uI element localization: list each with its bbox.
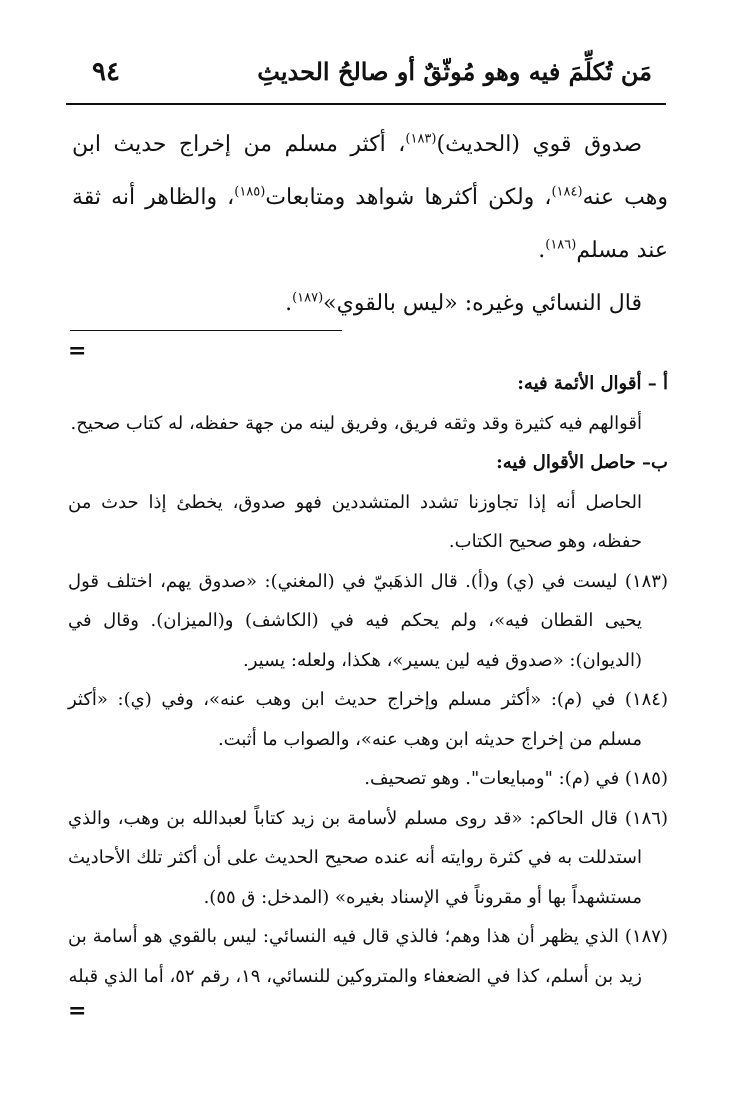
- main-text-run: ، أكثر مسلم من إخراج حديث ابن وهب عنه: [72, 132, 668, 210]
- footnote-ref: (١٨٦): [545, 237, 577, 253]
- footnote-183: (١٨٣) ليست في (ي) و(أ). قال الذهَبيّ في (المغني): «صدوق يهم، اختلف قول يحيى القطان فيه»، ولم يحكم فيه في (الكاشف) و(الميزان). وقال في (الديوان): «صدوق فيه لين يسير»، هكذا، ولعله: يسير.: [68, 570, 668, 671]
- footnote-187: (١٨٧) الذي يظهر أن هذا وهم؛ فالذي قال فيه النسائي: ليس بالقوي هو أسامة بن زيد بن أسلم، كذا في الضعفاء والمتروكين للنسائي، ١٩، رقم ٥٢، أما الذي قبله: [68, 926, 668, 987]
- main-paragraph: [72, 118, 668, 277]
- main-paragraph: [72, 277, 668, 330]
- section-heading: ب– حاصل الأقوال فيه:: [496, 452, 668, 473]
- footnote-184: (١٨٤) في (م): «أكثر مسلم وإخراج حديث ابن وهب عنه»، وفي (ي): «أكثر مسلم من إخراج حديثه ابن وهب عنه»، والصواب ما أثبت.: [68, 689, 668, 750]
- footnote-ref: (١٨٧): [292, 290, 324, 306]
- footnote-separator: [70, 330, 342, 331]
- main-text-run: .: [538, 238, 546, 263]
- main-text-run: صدوق قوي (الحديث): [436, 132, 642, 157]
- main-text-run: قال النسائي وغيره: «ليس بالقوي»: [323, 291, 642, 316]
- main-text-run: .: [285, 291, 293, 316]
- footnote-ref: (١٨٥): [234, 184, 266, 200]
- main-text-run: ، ولكن أكثرها شواهد ومتابعات: [265, 185, 552, 210]
- section-text: الحاصل أنه إذا تجاوزنا تشدد المتشددين فهو صدوق، يخطئ إذا حدث من حفظه، وهو صحيح الكتاب.: [68, 491, 642, 552]
- footnote-ref: (١٨٤): [551, 184, 583, 200]
- section-heading: أ – أقوال الأئمة فيه:: [517, 373, 668, 394]
- footnote-186: (١٨٦) قال الحاكم: «قد روى مسلم لأسامة بن زيد كتاباً لعبدالله بن وهب، والذي استدللت به في كثرة روايته أنه عنده صحيح الحديث على أن أكثر تلك الأحاديث مستشهداً بها أو مقروناً في الإسناد بغيره» (المدخل: ق ٥٥).: [68, 807, 668, 908]
- section-text: أقوالهم فيه كثيرة وقد وثقه فريق، وفريق لينه من جهة حفظه، له كتاب صحيح.: [70, 412, 642, 434]
- running-header-title: مَن تُكلِّمَ فيه وهو مُوثّقٌ أو صالحُ الحديثِ: [257, 57, 652, 86]
- footnotes: [68, 364, 668, 996]
- main-text: [72, 118, 668, 330]
- header-rule: [66, 103, 666, 105]
- main-text-run: ، والظاهر أنه ثقة عند مسلم: [72, 185, 668, 263]
- page-number: ٩٤: [92, 57, 120, 87]
- footnote-185: (١٨٥) في (م): "ومبايعات". وهو تصحيف.: [364, 768, 668, 789]
- continuation-mark-bottom: =: [68, 998, 87, 1024]
- continuation-mark: =: [68, 338, 87, 364]
- footnote-ref: (١٨٣): [405, 131, 437, 147]
